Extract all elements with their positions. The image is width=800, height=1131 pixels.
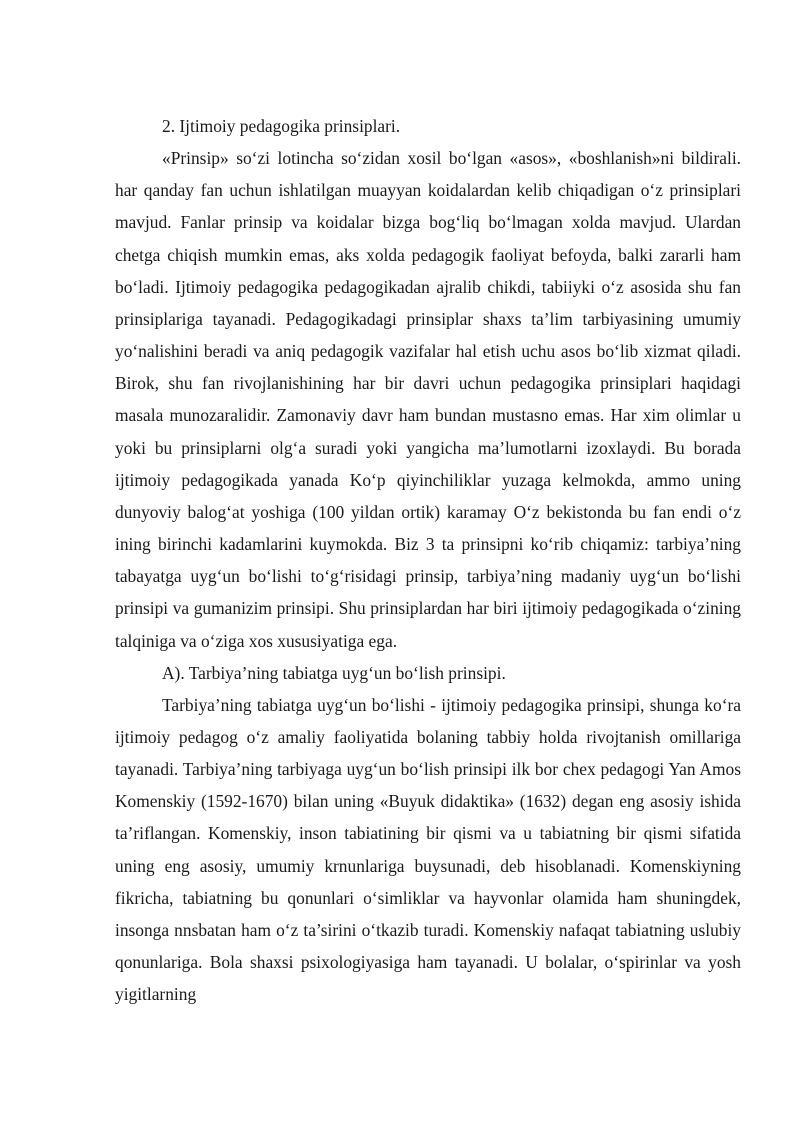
subheading-natural-principle: A). Tarbiya’ning tabiatga uyg‘un bo‘lish prinsipi. xyxy=(162,662,506,683)
paragraph-prinsip-definition: «Prinsip» so‘zi lotincha so‘zidan xosil bo‘lgan «asos», «boshlanish»ni bildirali. har qanday fan uchun ishlatilgan muayyan koidalardan kelib chiqadigan o‘z prinsiplari mavjud. Fanlar prinsip va koidalar bizga bog‘liq bo‘lmagan xolda mavjud. Ulardan chetga chiqish mumkin emas, aks xolda pedagogik faoliyat befoyda, balki zararli ham bo‘ladi. Ijtimoiy pedagogika pedagogikadan ajralib chikdi, tabiiyki o‘z asosida shu fan prinsiplariga tayanadi. Pedagogikadagi prinsiplar shaxs ta’lim tarbiyasining umumiy yo‘nalishini beradi va aniq pedagogik vazifalar hal etish uchu asos bo‘lib xizmat qiladi. Birok, shu fan rivojlanishining har bir davri uchun pedagogika prinsiplari haqidagi masala munozaralidir. Zamonaviy davr ham bundan mustasno emas. Har xim olimlar u yoki bu prinsiplarni olg‘a suradi yoki yangicha ma’lumotlarni izoxlaydi. Bu borada ijtimoiy pedagogikada yanada Ko‘p qiyinchiliklar yuzaga kelmokda, ammo uning dunyoviy balog‘at yoshiga (100 yildan ortik) karamay O‘z bekistonda bu fan endi o‘z ining birinchi kadamlarini kuymokda. Biz 3 ta prinsipni ko‘rib chiqamiz: tarbiya’ning tabayatga uyg‘un bo‘lishi to‘g‘risidagi prinsip, tarbiya’ning madaniy uyg‘un bo‘lishi prinsipi va gumanizim prinsipi. Shu prinsiplardan har biri ijtimoiy pedagogikada o‘zining talqiniga va o‘ziga xos xususiyatiga ega. xyxy=(115,148,741,651)
section-heading: 2. Ijtimoiy pedagogika prinsiplari. xyxy=(162,116,401,136)
paragraph-natural-principle: Tarbiya’ning tabiatga uyg‘un bo‘lishi - ijtimoiy pedagogika prinsipi, shunga ko‘ra ijtimoiy pedagog o‘z amaliy faoliyatida bolaning tabbiy holda rivojtanish omillariga tayanadi. Tarbiya’ning tarbiyaga uyg‘un bo‘lish prinsipi ilk bor chex pedagogi Yan Amos Komenskiy (1592-1670) bilan uning «Buyuk didaktika» (1632) degan eng asosiy ishida ta’riflangan. Komenskiy, inson tabiatining bir qismi va u tabiatning bir qismi sifatida uning eng asosiy, umumiy krnunlariga buysunadi, deb hisoblanadi. Komenskiyning fikricha, tabiatning bu qonunlari o‘simliklar va hayvonlar olamida ham shuningdek, insonga nnsbatan ham o‘z ta’sirini o‘tkazib turadi. Komenskiy nafaqat tabiatning uslubiy qonunlariga. Bola shaxsi psixologiyasiga ham tayanadi. U bolalar, o‘spirinlar va yosh yigitlarning xyxy=(115,694,741,1005)
document-page xyxy=(115,110,741,1010)
